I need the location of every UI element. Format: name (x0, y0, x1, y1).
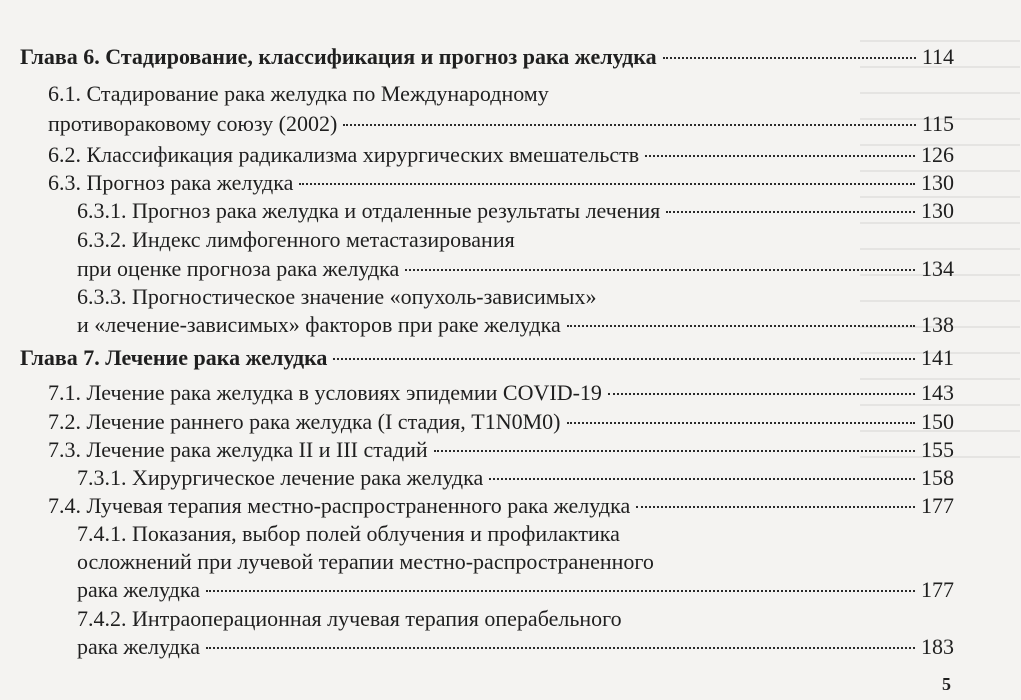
toc-entry-title: и «лечение-зависимых» факторов при раке желудка (77, 312, 561, 337)
page-number: 5 (942, 674, 951, 694)
toc-entry-6-3-2 (77, 256, 954, 282)
toc-entry-6-3-2-line1: 6.3.2. Индекс лимфогенного метастазирования (77, 227, 515, 252)
toc-entry-6-3-3 (77, 312, 954, 338)
dot-leader (636, 506, 915, 508)
dot-leader (608, 393, 915, 395)
toc-entry-title: при оценке прогноза рака желудка (77, 256, 400, 281)
toc-entry-7-4 (48, 493, 954, 519)
dot-leader (333, 358, 915, 360)
toc-entry-7-4-1 (77, 577, 954, 603)
toc-page-number: 143 (921, 380, 954, 405)
toc-entry-6-2 (48, 142, 954, 168)
toc-page-number: 158 (921, 465, 954, 490)
toc-page-number: 130 (921, 198, 954, 223)
dot-leader (299, 183, 915, 185)
dot-leader (567, 422, 915, 424)
toc-entry-title: рака желудка (77, 634, 200, 659)
toc-entry-6-1 (48, 111, 954, 137)
dot-leader (489, 478, 915, 480)
dot-leader (343, 124, 916, 126)
toc-page-number: 130 (921, 170, 954, 195)
toc-entry-7-2 (48, 409, 954, 435)
toc-entry-title: 6.3. Прогноз рака желудка (48, 170, 294, 195)
toc-entry-7-4-1-line1: 7.4.1. Показания, выбор полей облучения и профилактика (77, 521, 620, 546)
dot-leader (663, 57, 916, 59)
toc-entry-title: 6.3.1. Прогноз рака желудка и отдаленные результаты лечения (77, 198, 661, 223)
toc-entry-6-1-line1: 6.1. Стадирование рака желудка по Международному (48, 81, 549, 106)
dot-leader (666, 211, 915, 213)
toc-entry-title: Глава 6. Стадирование, классификация и прогноз рака желудка (20, 44, 657, 69)
toc-page-number: 126 (921, 142, 954, 167)
dot-leader (645, 155, 915, 157)
toc-entry-6-3-1 (77, 198, 954, 224)
toc-entry-title: 7.4. Лучевая терапия местно-распространенного рака желудка (48, 493, 631, 518)
toc-entry-title: 7.3. Лечение рака желудка II и III стадий (48, 437, 428, 462)
toc-page-number: 155 (921, 437, 954, 462)
toc-entry-chapter-7 (20, 345, 954, 371)
toc-page-number: 138 (921, 312, 954, 337)
toc-entry-title: 7.2. Лечение раннего рака желудка (I стадия, T1N0M0) (48, 409, 561, 434)
dot-leader (405, 269, 915, 271)
toc-page-number: 115 (921, 111, 954, 136)
toc-page-number: 183 (921, 634, 954, 659)
toc-entry-6-3 (48, 170, 954, 196)
toc-entry-chapter-6 (20, 44, 954, 70)
toc-entry-7-3-1 (77, 465, 954, 491)
toc-entry-title: 7.1. Лечение рака желудка в условиях эпидемии COVID-19 (48, 380, 602, 405)
toc-entry-7-4-1-line2: осложнений при лучевой терапии местно-распространенного (77, 549, 654, 574)
toc-entry-7-4-2-line1: 7.4.2. Интраоперационная лучевая терапия операбельного (77, 606, 622, 631)
toc-page-number: 177 (921, 577, 954, 602)
toc-entry-7-4-2 (77, 634, 954, 660)
dot-leader (206, 647, 915, 649)
toc-entry-title: рака желудка (77, 577, 200, 602)
toc-entry-title: противораковому союзу (2002) (48, 111, 338, 136)
dot-leader (567, 325, 915, 327)
toc-page-number: 114 (921, 44, 954, 69)
toc-page-number: 177 (921, 493, 954, 518)
toc-entry-7-1 (48, 380, 954, 406)
dot-leader (206, 590, 915, 592)
toc-page-number: 141 (921, 345, 954, 370)
toc-entry-title: 6.2. Классификация радикализма хирургических вмешательств (48, 142, 640, 167)
toc-entry-title: Глава 7. Лечение рака желудка (20, 345, 328, 370)
toc-page-number: 134 (921, 256, 954, 281)
toc-entry-6-3-3-line1: 6.3.3. Прогностическое значение «опухоль-зависимых» (77, 284, 597, 309)
toc-page-number: 150 (921, 409, 954, 434)
toc-entry-title: 7.3.1. Хирургическое лечение рака желудка (77, 465, 484, 490)
dot-leader (434, 450, 915, 452)
toc-entry-7-3 (48, 437, 954, 463)
